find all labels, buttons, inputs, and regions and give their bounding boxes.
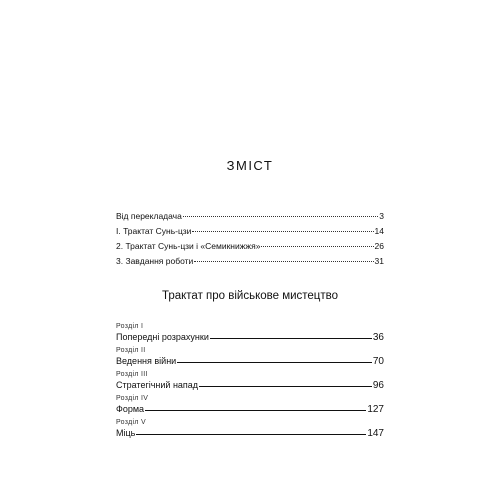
chapter-line — [116, 331, 384, 344]
chapter-title: Форма — [116, 404, 145, 414]
chapter-page: 96 — [372, 380, 384, 391]
chapter-entry — [116, 370, 384, 394]
chapter-page: 36 — [372, 332, 384, 343]
toc-entry — [116, 224, 384, 239]
leader-line — [136, 434, 366, 435]
leader-line — [210, 338, 372, 339]
chapter-title: Попередні розрахунки — [116, 332, 209, 342]
dot-leader — [194, 261, 373, 262]
chapter-number: Розділ І — [116, 323, 144, 330]
chapter-number: Розділ ІІІ — [116, 371, 148, 378]
toc-entry — [116, 209, 384, 224]
toc-entry-page: 3 — [379, 211, 384, 221]
leader-line — [177, 362, 372, 363]
dot-leader — [183, 216, 378, 217]
chapter-list — [116, 322, 384, 442]
toc-entry-label: Від перекладача — [116, 211, 182, 221]
toc-entry — [116, 239, 384, 254]
treatise-heading: Трактат про військове мистецтво — [161, 290, 339, 302]
toc-entry-label: 2. Трактат Сунь-цзи і «Семикнижжя» — [116, 241, 261, 251]
chapter-entry — [116, 322, 384, 346]
chapter-line — [116, 427, 384, 440]
dot-leader — [261, 246, 373, 247]
leader-line — [145, 410, 366, 411]
chapter-line — [116, 379, 384, 392]
chapter-title: Стратегічний напад — [116, 380, 199, 390]
toc-entry-page: 14 — [374, 226, 384, 236]
toc-entry — [116, 254, 384, 269]
toc-entry-label: 3. Завдання роботи — [116, 256, 194, 266]
chapter-page: 70 — [372, 356, 384, 367]
contents-heading: ЗМІСТ — [226, 158, 274, 173]
chapter-number: Розділ ІІ — [116, 347, 146, 354]
toc-entry-label: І. Трактат Сунь-цзи — [116, 226, 192, 236]
chapter-title: Ведення війни — [116, 356, 177, 366]
leader-line — [199, 386, 372, 387]
chapter-title: Міць — [116, 428, 136, 438]
chapter-entry — [116, 394, 384, 418]
toc-entry-page: 26 — [374, 241, 384, 251]
dot-leader — [192, 231, 373, 232]
chapter-number: Розділ IV — [116, 395, 149, 402]
chapter-number: Розділ V — [116, 419, 146, 426]
chapter-entry — [116, 346, 384, 370]
toc-entry-page: 31 — [374, 256, 384, 266]
chapter-page: 127 — [367, 404, 384, 415]
front-matter-list — [116, 209, 384, 269]
chapter-page: 147 — [367, 428, 384, 439]
chapter-line — [116, 403, 384, 416]
chapter-line — [116, 355, 384, 368]
chapter-entry — [116, 418, 384, 442]
